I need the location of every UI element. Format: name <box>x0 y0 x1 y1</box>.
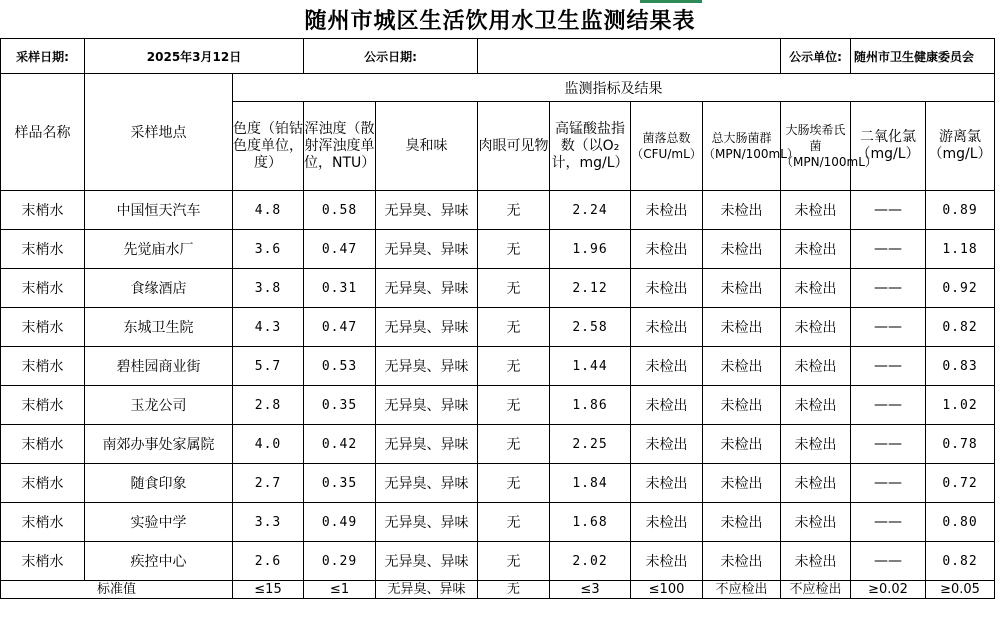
cell-visible-matter: 无 <box>478 464 550 503</box>
cell-free-chlorine: 0.78 <box>926 425 995 464</box>
cell-permanganate-index: 2.58 <box>550 308 631 347</box>
cell-visible-matter: 无 <box>478 191 550 230</box>
cell-sampling-site: 东城卫生院 <box>85 308 233 347</box>
cell-odor-taste: 无异臭、异味 <box>376 347 478 386</box>
cell-sample-name: 末梢水 <box>1 308 85 347</box>
cell-total-coliform: 未检出 <box>703 191 781 230</box>
cell-visible-matter: 无 <box>478 503 550 542</box>
cell-free-chlorine: 0.72 <box>926 464 995 503</box>
header-sampling-site: 采样地点 <box>85 74 233 191</box>
group-header-row <box>1 74 995 102</box>
cell-color: 2.8 <box>233 386 304 425</box>
table-row <box>1 269 995 308</box>
cell-visible-matter: 无 <box>478 386 550 425</box>
cell-permanganate-index: 1.68 <box>550 503 631 542</box>
cell-visible-matter: 无 <box>478 425 550 464</box>
cell-turbidity: 0.42 <box>304 425 376 464</box>
cell-e-coli: 未检出 <box>781 191 851 230</box>
cell-visible-matter: 无 <box>478 269 550 308</box>
cell-turbidity: 0.35 <box>304 386 376 425</box>
header-visible-matter: 肉眼可见物 <box>478 102 550 191</box>
standard-label: 标准值 <box>1 581 233 599</box>
cell-sample-name: 末梢水 <box>1 503 85 542</box>
cell-free-chlorine: 0.80 <box>926 503 995 542</box>
table-row <box>1 386 995 425</box>
header-total-coliform: 总大肠菌群（MPN/100mL） <box>703 102 781 191</box>
cell-sampling-site: 南郊办事处家属院 <box>85 425 233 464</box>
standard-odor-taste: 无异臭、异味 <box>376 581 478 599</box>
cell-odor-taste: 无异臭、异味 <box>376 464 478 503</box>
cell-turbidity: 0.31 <box>304 269 376 308</box>
cell-turbidity: 0.47 <box>304 308 376 347</box>
header-colony-count: 菌落总数（CFU/mL） <box>631 102 703 191</box>
cell-color: 2.7 <box>233 464 304 503</box>
cell-colony-count: 未检出 <box>631 269 703 308</box>
cell-chlorine-dioxide: —— <box>851 464 926 503</box>
cell-chlorine-dioxide: —— <box>851 230 926 269</box>
cell-color: 4.0 <box>233 425 304 464</box>
header-chlorine-dioxide: 二氧化氯（mg/L） <box>851 102 926 191</box>
cell-sampling-site: 先觉庙水厂 <box>85 230 233 269</box>
cell-colony-count: 未检出 <box>631 230 703 269</box>
header-odor-taste: 臭和味 <box>376 102 478 191</box>
cell-permanganate-index: 1.84 <box>550 464 631 503</box>
cell-odor-taste: 无异臭、异味 <box>376 269 478 308</box>
cell-visible-matter: 无 <box>478 308 550 347</box>
cell-color: 3.6 <box>233 230 304 269</box>
cell-sample-name: 末梢水 <box>1 464 85 503</box>
standard-total-coliform: 不应检出 <box>703 581 781 599</box>
results-table <box>0 38 995 599</box>
header-permanganate-index: 高锰酸盐指数（以O₂计，mg/L） <box>550 102 631 191</box>
standard-turbidity: ≤1 <box>304 581 376 599</box>
cell-free-chlorine: 0.89 <box>926 191 995 230</box>
header-turbidity: 浑浊度（散射浑浊度单位，NTU） <box>304 102 376 191</box>
cell-permanganate-index: 2.25 <box>550 425 631 464</box>
cell-e-coli: 未检出 <box>781 269 851 308</box>
cell-chlorine-dioxide: —— <box>851 503 926 542</box>
cell-odor-taste: 无异臭、异味 <box>376 191 478 230</box>
cell-permanganate-index: 1.86 <box>550 386 631 425</box>
cell-free-chlorine: 0.82 <box>926 308 995 347</box>
cell-permanganate-index: 1.44 <box>550 347 631 386</box>
cell-chlorine-dioxide: —— <box>851 542 926 581</box>
table-row <box>1 425 995 464</box>
header-e-coli: 大肠埃希氏菌（MPN/100mL） <box>781 102 851 191</box>
publisher-label: 公示单位: <box>781 39 851 74</box>
cell-turbidity: 0.53 <box>304 347 376 386</box>
cell-colony-count: 未检出 <box>631 386 703 425</box>
table-body <box>1 191 995 581</box>
standard-visible-matter: 无 <box>478 581 550 599</box>
cell-color: 2.6 <box>233 542 304 581</box>
sampling-date-label: 采样日期: <box>1 39 85 74</box>
standard-colony-count: ≤100 <box>631 581 703 599</box>
cell-e-coli: 未检出 <box>781 347 851 386</box>
cell-free-chlorine: 1.18 <box>926 230 995 269</box>
cell-e-coli: 未检出 <box>781 386 851 425</box>
cell-color: 4.8 <box>233 191 304 230</box>
cell-total-coliform: 未检出 <box>703 386 781 425</box>
cell-colony-count: 未检出 <box>631 503 703 542</box>
cell-colony-count: 未检出 <box>631 347 703 386</box>
cell-colony-count: 未检出 <box>631 464 703 503</box>
standard-row <box>1 581 995 599</box>
standard-chlorine-dioxide: ≥0.02 <box>851 581 926 599</box>
table-row <box>1 308 995 347</box>
cell-free-chlorine: 0.82 <box>926 542 995 581</box>
standard-e-coli: 不应检出 <box>781 581 851 599</box>
cell-color: 4.3 <box>233 308 304 347</box>
page-title: 随州市城区生活饮用水卫生监测结果表 <box>304 8 696 34</box>
cell-odor-taste: 无异臭、异味 <box>376 386 478 425</box>
sampling-date-value: 2025年3月12日 <box>85 39 304 74</box>
cell-odor-taste: 无异臭、异味 <box>376 425 478 464</box>
publish-date-value <box>478 39 781 74</box>
cell-sample-name: 末梢水 <box>1 425 85 464</box>
green-tab-marker <box>640 0 702 3</box>
cell-total-coliform: 未检出 <box>703 542 781 581</box>
standard-free-chlorine: ≥0.05 <box>926 581 995 599</box>
cell-chlorine-dioxide: —— <box>851 191 926 230</box>
cell-free-chlorine: 1.02 <box>926 386 995 425</box>
cell-e-coli: 未检出 <box>781 464 851 503</box>
cell-e-coli: 未检出 <box>781 425 851 464</box>
table-row <box>1 230 995 269</box>
cell-sample-name: 末梢水 <box>1 542 85 581</box>
cell-chlorine-dioxide: —— <box>851 386 926 425</box>
publish-date-label: 公示日期: <box>304 39 478 74</box>
publisher-value: 随州市卫生健康委员会 <box>851 39 995 74</box>
cell-total-coliform: 未检出 <box>703 308 781 347</box>
cell-chlorine-dioxide: —— <box>851 308 926 347</box>
cell-e-coli: 未检出 <box>781 542 851 581</box>
cell-color: 3.3 <box>233 503 304 542</box>
cell-total-coliform: 未检出 <box>703 425 781 464</box>
cell-sampling-site: 食缘酒店 <box>85 269 233 308</box>
cell-e-coli: 未检出 <box>781 230 851 269</box>
cell-sampling-site: 实验中学 <box>85 503 233 542</box>
cell-visible-matter: 无 <box>478 542 550 581</box>
table-row <box>1 347 995 386</box>
cell-permanganate-index: 2.24 <box>550 191 631 230</box>
cell-permanganate-index: 2.02 <box>550 542 631 581</box>
cell-total-coliform: 未检出 <box>703 230 781 269</box>
standard-permanganate-index: ≤3 <box>550 581 631 599</box>
cell-colony-count: 未检出 <box>631 425 703 464</box>
cell-sampling-site: 玉龙公司 <box>85 386 233 425</box>
table-row <box>1 542 995 581</box>
cell-total-coliform: 未检出 <box>703 347 781 386</box>
cell-e-coli: 未检出 <box>781 308 851 347</box>
cell-odor-taste: 无异臭、异味 <box>376 308 478 347</box>
cell-sample-name: 末梢水 <box>1 347 85 386</box>
cell-chlorine-dioxide: —— <box>851 425 926 464</box>
cell-sample-name: 末梢水 <box>1 191 85 230</box>
cell-chlorine-dioxide: —— <box>851 347 926 386</box>
cell-color: 5.7 <box>233 347 304 386</box>
cell-turbidity: 0.58 <box>304 191 376 230</box>
cell-total-coliform: 未检出 <box>703 269 781 308</box>
header-sample-name: 样品名称 <box>1 74 85 191</box>
cell-turbidity: 0.47 <box>304 230 376 269</box>
cell-sampling-site: 中国恒天汽车 <box>85 191 233 230</box>
cell-free-chlorine: 0.92 <box>926 269 995 308</box>
cell-color: 3.8 <box>233 269 304 308</box>
cell-total-coliform: 未检出 <box>703 503 781 542</box>
cell-colony-count: 未检出 <box>631 308 703 347</box>
cell-visible-matter: 无 <box>478 230 550 269</box>
cell-chlorine-dioxide: —— <box>851 269 926 308</box>
header-color: 色度（铂钴色度单位，度） <box>233 102 304 191</box>
cell-sample-name: 末梢水 <box>1 269 85 308</box>
cell-sample-name: 末梢水 <box>1 230 85 269</box>
standard-color: ≤15 <box>233 581 304 599</box>
cell-turbidity: 0.35 <box>304 464 376 503</box>
cell-sampling-site: 疾控中心 <box>85 542 233 581</box>
table-row <box>1 191 995 230</box>
cell-odor-taste: 无异臭、异味 <box>376 542 478 581</box>
cell-sampling-site: 随食印象 <box>85 464 233 503</box>
cell-free-chlorine: 0.83 <box>926 347 995 386</box>
cell-odor-taste: 无异臭、异味 <box>376 503 478 542</box>
header-free-chlorine: 游离氯（mg/L） <box>926 102 995 191</box>
cell-colony-count: 未检出 <box>631 191 703 230</box>
cell-visible-matter: 无 <box>478 347 550 386</box>
cell-turbidity: 0.49 <box>304 503 376 542</box>
cell-sampling-site: 碧桂园商业街 <box>85 347 233 386</box>
cell-permanganate-index: 2.12 <box>550 269 631 308</box>
header-indicator-group: 监测指标及结果 <box>233 74 995 102</box>
cell-total-coliform: 未检出 <box>703 464 781 503</box>
cell-permanganate-index: 1.96 <box>550 230 631 269</box>
cell-e-coli: 未检出 <box>781 503 851 542</box>
cell-colony-count: 未检出 <box>631 542 703 581</box>
cell-turbidity: 0.29 <box>304 542 376 581</box>
table-row <box>1 503 995 542</box>
info-row <box>1 39 995 74</box>
table-row <box>1 464 995 503</box>
cell-sample-name: 末梢水 <box>1 386 85 425</box>
cell-odor-taste: 无异臭、异味 <box>376 230 478 269</box>
